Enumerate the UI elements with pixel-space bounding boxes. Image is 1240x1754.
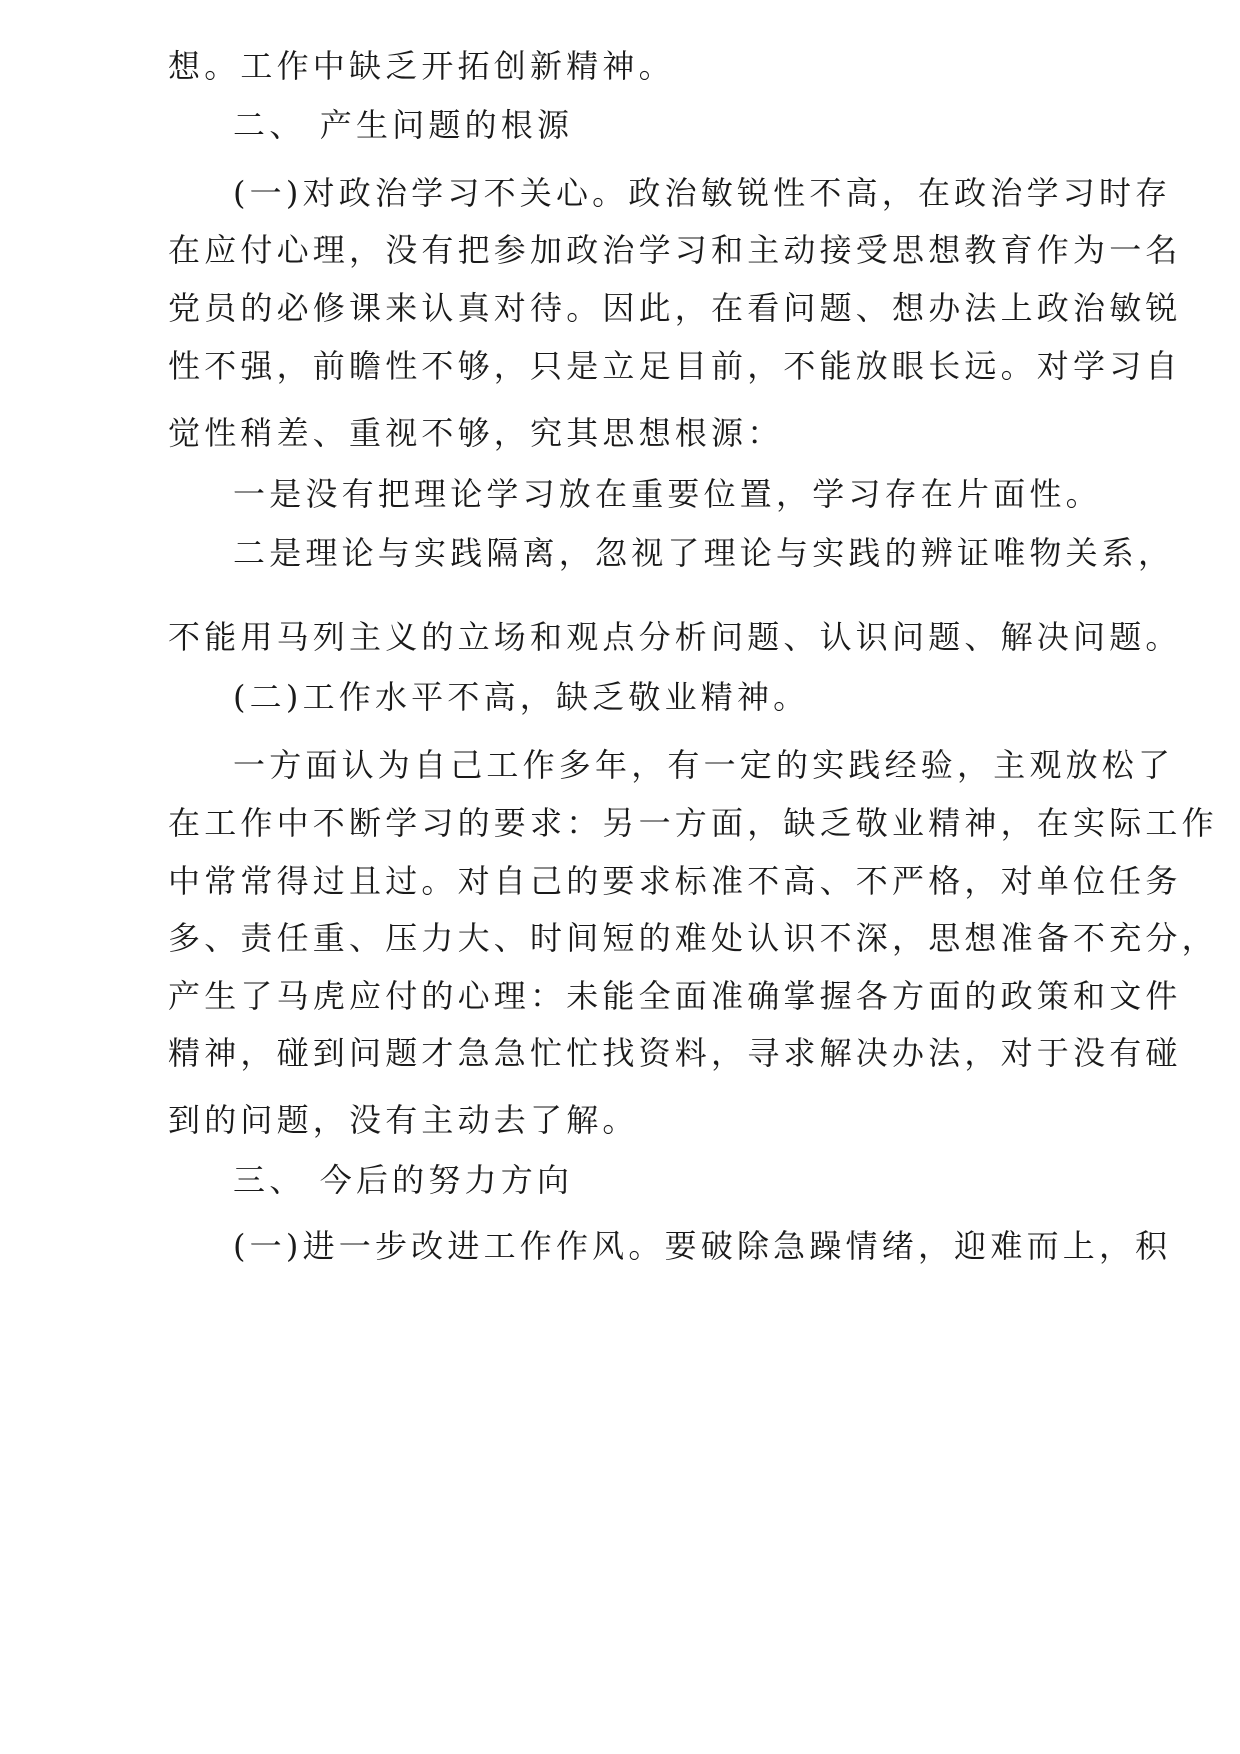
paragraph-line: 一方面认为自己工作多年，有一定的实践经验，主观放松了 [233, 746, 1175, 784]
paragraph-line: 到的问题，没有主动去了解。 [168, 1101, 639, 1139]
paragraph-line: 觉性稍差、重视不够，究其思想根源： [168, 414, 784, 452]
paragraph-line: 多、责任重、压力大、时间短的难处认识不深，思想准备不充分， [168, 919, 1218, 957]
paragraph-line: 在工作中不断学习的要求：另一方面，缺乏敬业精神，在实际工作 [168, 804, 1218, 842]
text-line-continuation: 想。工作中缺乏开拓创新精神。 [168, 47, 675, 85]
section-heading-3: 三、 今后的努力方向 [233, 1161, 574, 1199]
subsection-heading-3-1: (一)进一步改进工作作风。要破除急躁情绪，迎难而上，积 [233, 1227, 1172, 1265]
paragraph-line: 不能用马列主义的立场和观点分析问题、认识问题、解决问题。 [168, 618, 1182, 656]
paragraph-line: 一是没有把理论学习放在重要位置，学习存在片面性。 [233, 475, 1102, 513]
paragraph-line: 在应付心理，没有把参加政治学习和主动接受思想教育作为一名 [168, 231, 1182, 269]
paragraph-line: 性不强，前瞻性不够，只是立足目前，不能放眼长远。对学习自 [168, 347, 1182, 385]
paragraph-line: 二是理论与实践隔离，忽视了理论与实践的辨证唯物关系， [233, 534, 1175, 572]
subsection-heading-2-2: (二)工作水平不高，缺乏敬业精神。 [233, 678, 810, 716]
section-heading-2: 二、 产生问题的根源 [233, 106, 574, 144]
paragraph-line: 精神，碰到问题才急急忙忙找资料，寻求解决办法，对于没有碰 [168, 1034, 1182, 1072]
paragraph-line: 党员的必修课来认真对待。因此，在看问题、想办法上政治敏锐 [168, 289, 1182, 327]
paragraph-line: 产生了马虎应付的心理：未能全面准确掌握各方面的政策和文件 [168, 977, 1182, 1015]
paragraph-line: 中常常得过且过。对自己的要求标准不高、不严格，对单位任务 [168, 862, 1182, 900]
subsection-heading-2-1: (一)对政治学习不关心。政治敏锐性不高，在政治学习时存 [233, 174, 1172, 212]
